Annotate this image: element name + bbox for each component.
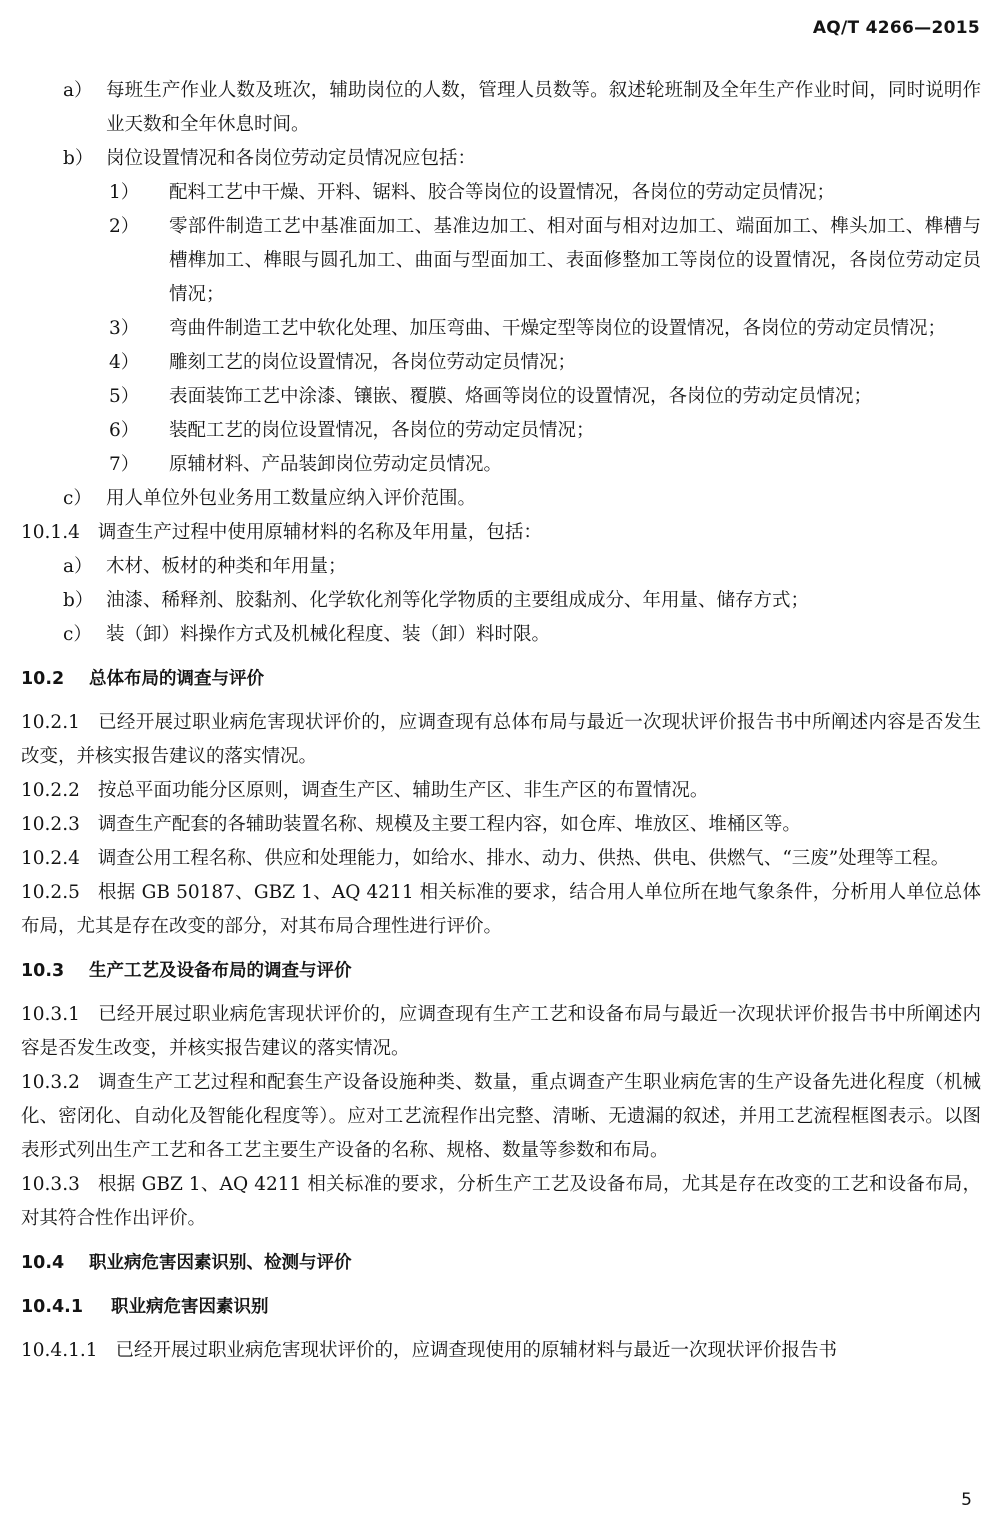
clause-10-3-1 — [21, 998, 981, 1066]
section-heading-10-4 — [21, 1246, 981, 1280]
list-item-b — [21, 584, 981, 618]
clause-text: 已经开展过职业病危害现状评价的，应调查现有生产工艺和设备布局与最近一次现状评价报告书中所阐述内容是否发生改变，并核实报告建议的落实情况。 — [21, 1004, 981, 1059]
section-heading-10-4-1 — [21, 1290, 981, 1324]
clause-number: 10.2.4 — [21, 848, 80, 869]
section-title: 生产工艺及设备布局的调查与评价 — [89, 961, 352, 981]
clause-text: 根据 GBZ 1、AQ 4211 相关标准的要求，分析生产工艺及设备布局，尤其是存在改变的工艺和设备布局，对其符合性作出评价。 — [21, 1174, 981, 1229]
clause-text: 调查公用工程名称、供应和处理能力，如给水、排水、动力、供热、供电、供燃气、“三废”处理等工程。 — [97, 848, 950, 869]
list-label: 3） — [109, 318, 140, 339]
page-number: 5 — [961, 1490, 972, 1510]
list-item-c — [21, 482, 981, 516]
section-number: 10.4.1 — [21, 1297, 84, 1317]
sublist-item-6 — [21, 414, 981, 448]
list-label: b） — [63, 590, 94, 611]
sublist-item-7 — [21, 448, 981, 482]
section-heading-10-2 — [21, 662, 981, 696]
list-text: 配料工艺中干燥、开料、锯料、胶合等岗位的设置情况，各岗位的劳动定员情况； — [169, 182, 836, 203]
clause-number: 10.2.3 — [21, 814, 80, 835]
clause-number: 10.2.2 — [21, 780, 80, 801]
section-title: 职业病危害因素识别、检测与评价 — [89, 1253, 352, 1273]
sublist-item-2 — [21, 210, 981, 312]
clause-10-2-4 — [21, 842, 981, 876]
clause-text: 调查生产过程中使用原辅材料的名称及年用量，包括： — [97, 522, 542, 543]
list-text: 每班生产作业人数及班次，辅助岗位的人数，管理人员数等。叙述轮班制及全年生产作业时间，同时说明作业天数和全年休息时间。 — [106, 80, 981, 135]
clause-number: 10.2.5 — [21, 882, 80, 903]
list-item-b — [21, 142, 981, 176]
list-text: 雕刻工艺的岗位设置情况，各岗位劳动定员情况； — [169, 352, 577, 373]
list-item-a — [21, 74, 981, 142]
list-text: 弯曲件制造工艺中软化处理、加压弯曲、干燥定型等岗位的设置情况，各岗位的劳动定员情况； — [169, 318, 947, 339]
list-text: 油漆、稀释剂、胶黏剂、化学软化剂等化学物质的主要组成成分、年用量、储存方式； — [106, 590, 810, 611]
section-title: 职业病危害因素识别 — [111, 1297, 269, 1317]
list-text: 表面装饰工艺中涂漆、镶嵌、覆膜、烙画等岗位的设置情况，各岗位的劳动定员情况； — [169, 386, 873, 407]
list-text: 装（卸）料操作方式及机械化程度、装（卸）料时限。 — [106, 624, 551, 645]
list-label: 2） — [109, 216, 140, 237]
clause-text: 调查生产配套的各辅助装置名称、规模及主要工程内容，如仓库、堆放区、堆桶区等。 — [97, 814, 801, 835]
list-text: 用人单位外包业务用工数量应纳入评价范围。 — [106, 488, 477, 509]
section-number: 10.2 — [21, 669, 65, 689]
list-text: 岗位设置情况和各岗位劳动定员情况应包括： — [106, 148, 477, 169]
clause-10-3-3 — [21, 1168, 981, 1236]
sublist-item-3 — [21, 312, 981, 346]
list-label: a） — [63, 556, 93, 577]
clause-number: 10.3.3 — [21, 1174, 80, 1195]
clause-text: 已经开展过职业病危害现状评价的，应调查现使用的原辅材料与最近一次现状评价报告书 — [115, 1340, 838, 1361]
section-number: 10.3 — [21, 961, 65, 981]
sublist-item-1 — [21, 176, 981, 210]
clause-text: 根据 GB 50187、GBZ 1、AQ 4211 相关标准的要求，结合用人单位所在地气象条件，分析用人单位总体布局，尤其是存在改变的部分，对其布局合理性进行评价。 — [21, 882, 981, 937]
list-label: c） — [63, 624, 92, 645]
list-label: 6） — [109, 420, 140, 441]
list-label: 7） — [109, 454, 140, 475]
list-text: 零部件制造工艺中基准面加工、基准边加工、相对面与相对边加工、端面加工、榫头加工、榫槽与槽榫加工、榫眼与圆孔加工、曲面与型面加工、表面修整加工等岗位的设置情况，各岗位劳动定员情况； — [169, 216, 981, 305]
list-label: c） — [63, 488, 92, 509]
clause-text: 已经开展过职业病危害现状评价的，应调查现有总体布局与最近一次现状评价报告书中所阐述内容是否发生改变，并核实报告建议的落实情况。 — [21, 712, 981, 767]
list-text: 木材、板材的种类和年用量； — [106, 556, 347, 577]
list-label: 1） — [109, 182, 140, 203]
section-heading-10-3 — [21, 954, 981, 988]
sublist-item-5 — [21, 380, 981, 414]
clause-number: 10.3.2 — [21, 1072, 80, 1093]
clause-10-2-3 — [21, 808, 981, 842]
standard-code-header: AQ/T 4266—2015 — [812, 18, 980, 38]
clause-number: 10.3.1 — [21, 1004, 80, 1025]
sublist-item-4 — [21, 346, 981, 380]
clause-number: 10.2.1 — [21, 712, 80, 733]
clause-text: 调查生产工艺过程和配套生产设备设施种类、数量，重点调查产生职业病危害的生产设备先进化程度（机械化、密闭化、自动化及智能化程度等）。应对工艺流程作出完整、清晰、无遗漏的叙述，并用工艺流程框图表示。以图表形式列出生产工艺和各工艺主要生产设备的名称、规格、数量等参数和布局。 — [21, 1072, 981, 1161]
list-label: 4） — [109, 352, 140, 373]
clause-number: 10.1.4 — [21, 522, 80, 543]
clause-10-2-1 — [21, 706, 981, 774]
list-text: 装配工艺的岗位设置情况，各岗位的劳动定员情况； — [169, 420, 595, 441]
list-text: 原辅材料、产品装卸岗位劳动定员情况。 — [169, 454, 503, 475]
list-label: b） — [63, 148, 94, 169]
clause-text: 按总平面功能分区原则，调查生产区、辅助生产区、非生产区的布置情况。 — [97, 780, 709, 801]
clause-10-3-2 — [21, 1066, 981, 1168]
list-item-c — [21, 618, 981, 652]
clause-10-2-2 — [21, 774, 981, 808]
section-title: 总体布局的调查与评价 — [89, 669, 264, 689]
document-body — [21, 74, 981, 1368]
clause-10-1-4 — [21, 516, 981, 550]
clause-10-4-1-1 — [21, 1334, 981, 1368]
section-number: 10.4 — [21, 1253, 65, 1273]
clause-10-2-5 — [21, 876, 981, 944]
list-label: 5） — [109, 386, 140, 407]
list-item-a — [21, 550, 981, 584]
clause-number: 10.4.1.1 — [21, 1340, 98, 1361]
list-label: a） — [63, 80, 93, 101]
